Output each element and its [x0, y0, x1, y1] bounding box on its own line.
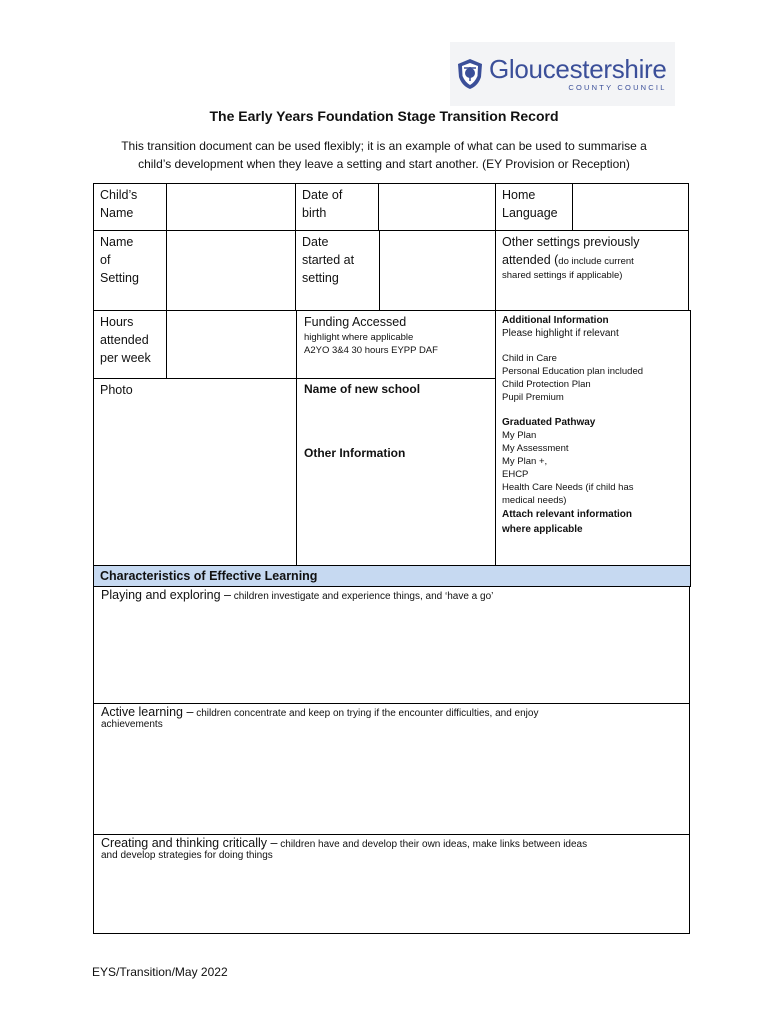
new-school-cell[interactable] — [296, 378, 496, 566]
cel-header-label: Characteristics of Effective Learning — [100, 569, 318, 583]
setting-name-label-2: of — [100, 253, 111, 267]
other-info-label: Other Information — [304, 446, 406, 460]
graduated-pathway-title: Graduated Pathway — [502, 417, 596, 428]
date-started-label-3: setting — [302, 271, 339, 285]
attach-info-1: Attach relevant information — [502, 509, 633, 520]
pathway-item-health-care-2: medical needs) — [502, 495, 567, 506]
additional-info-title: Additional Information — [502, 315, 609, 326]
setting-name-label-cell — [93, 230, 167, 311]
childs-name-label-1: Child’s — [100, 188, 138, 202]
hours-label-3: per week — [100, 351, 151, 365]
home-language-label-1: Home — [502, 188, 536, 202]
active-learning-cell[interactable] — [93, 703, 690, 835]
additional-item-pep: Personal Education plan included — [502, 366, 644, 377]
active-learning-text: children concentrate and keep on trying if the encounter difficulties, and enjoy — [193, 708, 539, 719]
intro-text — [90, 137, 678, 173]
creating-thinking-text-2: and develop strategies for doing things — [101, 850, 273, 861]
additional-item-pupil-premium: Pupil Premium — [502, 392, 564, 403]
hours-label-2: attended — [100, 333, 149, 347]
intro-line-2: child’s development when they leave a setting and start another. (EY Provision or Reception) — [138, 157, 630, 171]
hours-field[interactable] — [166, 310, 297, 379]
county-crest-icon — [454, 57, 486, 91]
dob-label-2: birth — [302, 206, 327, 220]
other-settings-note-b: shared settings if applicable) — [502, 270, 623, 281]
childs-name-label-cell — [93, 183, 167, 231]
other-settings-note-a: do include current — [558, 256, 634, 267]
dob-label-cell — [295, 183, 379, 231]
creating-thinking-cell[interactable] — [93, 834, 690, 934]
pathway-item-my-plan: My Plan — [502, 430, 537, 441]
footer-reference: EYS/Transition/May 2022 — [92, 965, 228, 979]
additional-item-child-in-care: Child in Care — [502, 353, 557, 364]
logo-wordmark: Gloucestershire — [489, 54, 667, 85]
additional-info-cell[interactable] — [495, 310, 691, 566]
logo-subtitle: COUNTY COUNCIL — [568, 83, 667, 93]
playing-exploring-cell[interactable] — [93, 586, 690, 704]
dob-label-1: Date of — [302, 188, 343, 202]
date-started-field[interactable] — [379, 230, 496, 311]
date-started-label-2: started at — [302, 253, 355, 267]
photo-cell[interactable] — [93, 378, 297, 566]
intro-line-1: This transition document can be used flexibly; it is an example of what can be used to summarise a — [121, 139, 647, 153]
page-title: The Early Years Foundation Stage Transition Record — [209, 108, 559, 124]
playing-exploring-text: children investigate and experience things, and ‘have a go’ — [230, 591, 494, 602]
dob-field[interactable] — [378, 183, 496, 231]
pathway-item-my-assessment: My Assessment — [502, 443, 569, 454]
new-school-label: Name of new school — [304, 382, 421, 396]
setting-name-label-1: Name — [100, 235, 134, 249]
home-language-field[interactable] — [572, 183, 689, 231]
attach-info-2: where applicable — [502, 524, 583, 535]
childs-name-label-2: Name — [100, 206, 134, 220]
funding-options: A2YO 3&4 30 hours EYPP DAF — [304, 345, 438, 356]
playing-exploring-title: Playing and exploring – — [101, 588, 231, 602]
childs-name-field[interactable] — [166, 183, 296, 231]
additional-item-cp-plan: Child Protection Plan — [502, 379, 591, 390]
additional-info-subtitle: Please highlight if relevant — [502, 328, 619, 339]
date-started-label-1: Date — [302, 235, 329, 249]
funding-cell[interactable] — [296, 310, 496, 379]
pathway-item-health-care-1: Health Care Needs (if child has — [502, 482, 634, 493]
funding-note: highlight where applicable — [304, 332, 414, 343]
setting-name-label-3: Setting — [100, 271, 139, 285]
creating-thinking-title: Creating and thinking critically – — [101, 836, 278, 850]
hours-label-1: Hours — [100, 315, 134, 329]
home-language-label-cell — [495, 183, 573, 231]
other-settings-cell[interactable] — [495, 230, 689, 311]
council-logo — [450, 42, 675, 106]
pathway-item-ehcp: EHCP — [502, 469, 529, 480]
other-settings-label-1: Other settings previously — [502, 235, 640, 249]
funding-title: Funding Accessed — [304, 315, 407, 329]
cel-header — [93, 565, 691, 587]
active-learning-text-2: achievements — [101, 719, 163, 730]
hours-label-cell — [93, 310, 167, 379]
other-settings-label-2: attended ( — [502, 253, 559, 267]
home-language-label-2: Language — [502, 206, 558, 220]
pathway-item-my-plan-plus: My Plan +, — [502, 456, 548, 467]
creating-thinking-text: children have and develop their own ideas, make links between ideas — [277, 839, 588, 850]
date-started-label-cell — [295, 230, 380, 311]
photo-label: Photo — [100, 383, 133, 397]
active-learning-title: Active learning – — [101, 705, 194, 719]
setting-name-field[interactable] — [166, 230, 296, 311]
